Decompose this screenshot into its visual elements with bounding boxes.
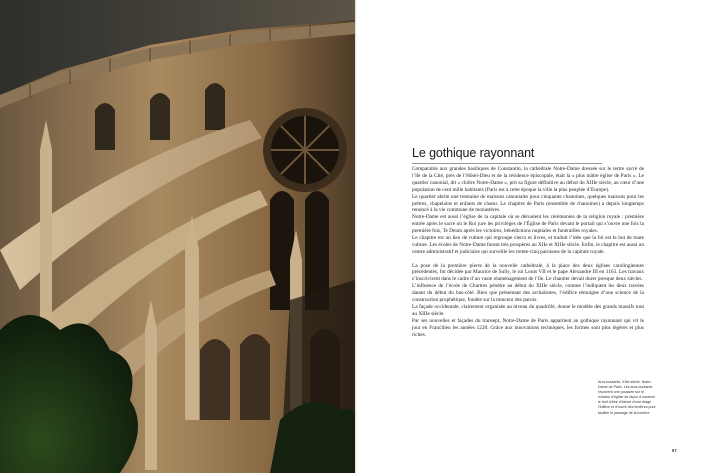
- page-number: 67: [672, 448, 677, 453]
- body-paragraph: La façade occidentale, clairement organisée au niveau du quadrillé, donne le modèle des grands massifs tout au XIIIe siècle.: [412, 304, 644, 317]
- body-paragraph: Le quartier abrite une trentaine de maisons canoniales pour cinquante chanoines, quelques maisons pour les prêtres, chapelains et enfants de chœur. Le chapitre de Paris (ensemble de chanoines) a depuis longtemps renoncé à la vie commune de monastères.: [412, 193, 644, 214]
- heading-divider: [412, 163, 602, 164]
- body-paragraph: La pose de la première pierre de la nouvelle cathédrale, à la place des deux églises carolingiennes précédentes, fut décidée par Maurice de Sully, le roi Louis VII et le pape Alexandre III en 1163. Les travaux s’inscrivirent dans le cadre d’un vaste réaménagement de l’île. Le chantier devait durer presque deux siècles.: [412, 262, 644, 283]
- paragraph-gap: [412, 256, 644, 263]
- body-paragraph: Par ses nouvelles et façades du transept, Notre-Dame de Paris appartient au gothique rayonnant qui vit le jour en Francilien les années 1220. Grâce aux innovations techniques, les formes sont plus légères et plus riches.: [412, 317, 644, 338]
- article-body: [412, 166, 644, 339]
- body-paragraph: L’influence de l’école de Chartres pénètre au début du XIIIe siècle, comme l’indiquent les deux travées datant du début du bas-côté. Bien que présentant des archaïsmes, l’édifice témoigne d’une science de la construction prophétique, fondée sur la minceur des parois.: [412, 283, 644, 304]
- section-heading: Le gothique rayonnant: [412, 146, 535, 160]
- photo-caption: Arcs-boutants, XIIIe siècle. Notre-Dame de Paris. Les arcs-boutants reçoivent une poussée sur le mirador d’église de façon à soutenir le fruit d’être d’élever d’une étage l’édifice et d’ouvrir des fenêtres pour faciliter le passage de la lumière.: [598, 380, 656, 415]
- body-paragraph: Comparable aux grandes basiliques de Constantin, la cathédrale Notre-Dame dressée sur le tertre sacré de l’île de la Cité, près de l’Hôtel-Dieu et de la résidence épiscopale, était la « plus mâtre église de Paris ». Le quartier canonial, dit « cloître Notre-Dame », prit sa figure définitive au début du XIIIe siècle, au cœur d’une population de cent mille habitants (Paris est à cette époque la ville la plus peuplée d’Europe).: [412, 166, 644, 193]
- body-paragraph: Notre-Dame est aussi l’église de la capitale où se déroulent les cérémonies de la religion royale : première entrée après le sacre où le Roi jure les privilèges de l’Église de Paris devant le portail qui s’ouvre une fois la première fois, Te Deum après les victoires, bénédictions nuptiales et funérailles royales.: [412, 214, 644, 235]
- body-paragraph: Le chapitre est un lieu de culture qui regroupe clercs et livres, et traduit l’idée que la foi est le but de toute culture. Les écoles de Notre-Dame furent très prospères au XIIe et XIIIe siècle. Enfin, le chapitre est aussi un centre administratif et judiciaire qui surveille les trente-cinq paroisses de la capitale royale.: [412, 235, 644, 255]
